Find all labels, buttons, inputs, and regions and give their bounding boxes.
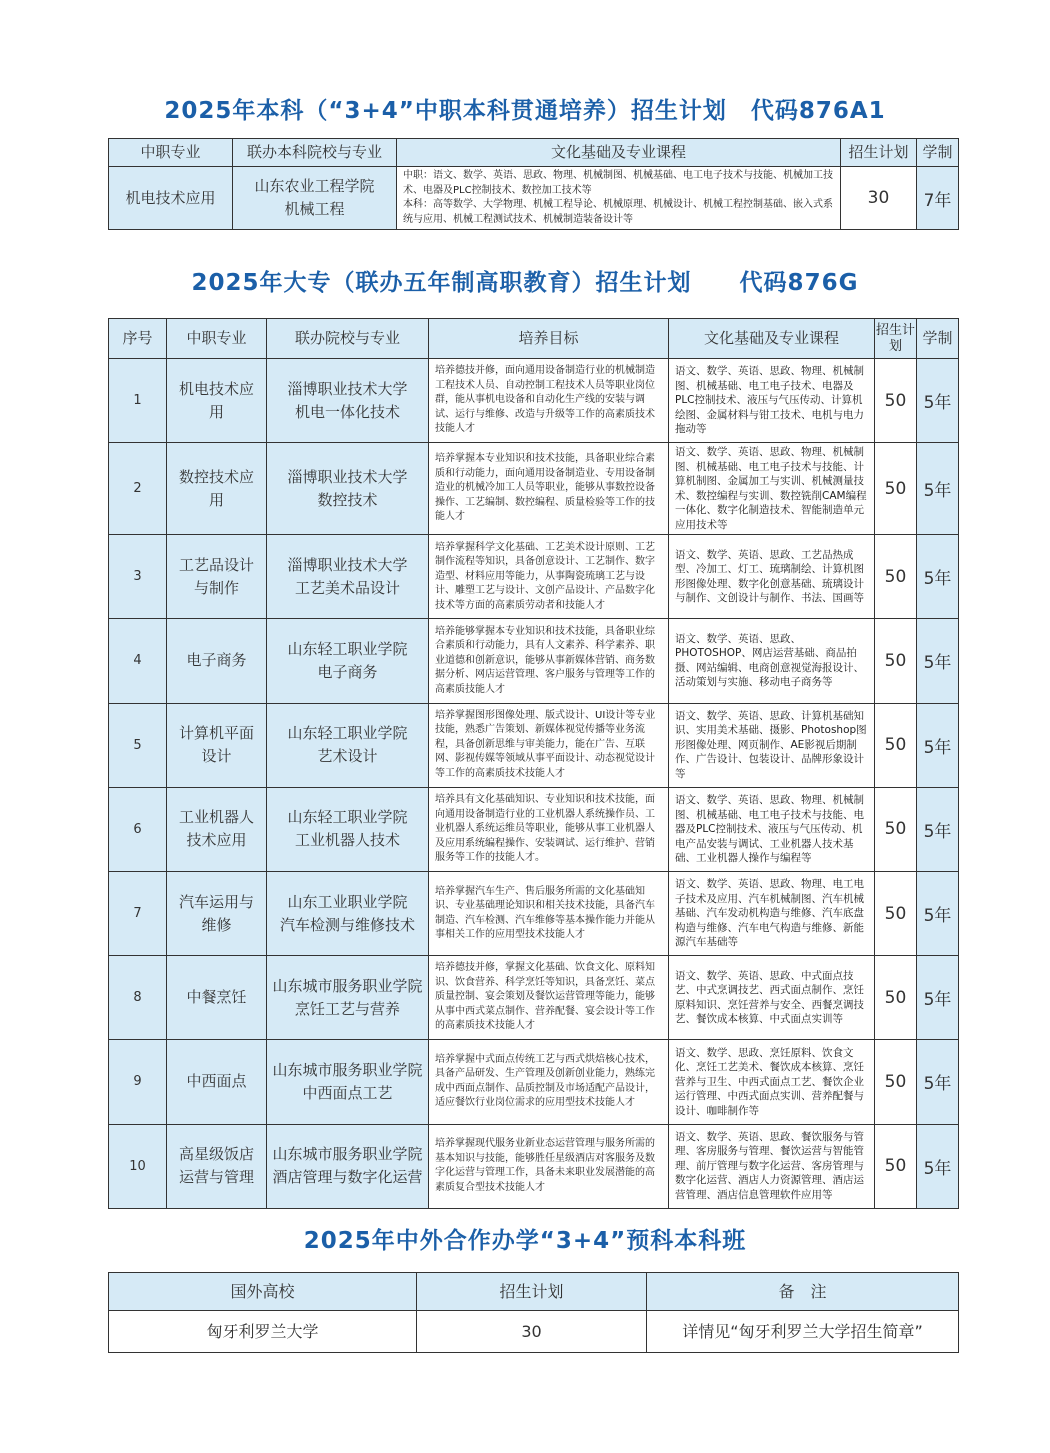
row-courses: 语文、数学、英语、思政、餐饮服务与管理、客房服务与管理、餐饮运营与智能管理、前厅管理与数字化运营、客房管理与数字化运营、酒店人力资源管理、酒店运营管理、酒店信息管理软件应用等 xyxy=(669,1124,875,1208)
row-plan: 50 xyxy=(875,956,917,1040)
college-row xyxy=(109,535,959,619)
row-school xyxy=(267,1124,429,1208)
row-goal: 培养具有文化基础知识、专业知识和技术技能，面向通用设备制造行业的工业机器人系统操作员、工业机器人系统运维员等职业，能够从事工业机器人及应用系统编程操作、安装调试、运行维护、营销服务等工作的技能人才。 xyxy=(429,787,669,871)
undergrad-school-major: 机械工程 xyxy=(284,200,345,218)
row-school-major: 电子商务 xyxy=(317,662,378,681)
row-major: 工艺品设计与制作 xyxy=(167,535,267,619)
section3-title: 2025年中外合作办学“3+4”预科本科班 xyxy=(303,1228,747,1254)
row-goal: 培养掌握汽车生产、售后服务所需的文化基础知识、专业基础理论知识和相关技术技能，具备汽车制造、汽车检测、汽车维修等基本操作能力并能从事相关工作的应用型技术技能人才 xyxy=(429,871,669,955)
row-years: 5年 xyxy=(917,359,959,443)
college-row xyxy=(109,871,959,955)
row-school xyxy=(267,619,429,703)
section2-title: 2025年大专（联办五年制高职教育）招生计划 代码876G xyxy=(191,270,859,296)
row-no: 5 xyxy=(109,703,167,787)
row-years: 5年 xyxy=(917,443,959,535)
courses-zz: 中职：语文、数学、英语、思政、物理、机械制图、机械基础、电工电子技术与技能、机械加工技术、电器及PLC控制技术、数控加工技术等 xyxy=(403,170,833,196)
row-goal: 培养掌握图形图像处理、版式设计、UI设计等专业技能，熟悉广告策划、新媒体视觉传播等业务流程，具备创新思维与审美能力，能在广告、互联网、影视传媒等领域从事平面设计、动态视觉设计等工作的高素质技术技能人才 xyxy=(429,703,669,787)
row-goal: 培养掌握中式面点传统工艺与西式烘焙核心技术，具备产品研发、生产管理及创新创业能力，熟练完成中西面点制作、品质控制及市场适配产品设计，适应餐饮行业岗位需求的应用型技术技能人才 xyxy=(429,1040,669,1124)
row-plan: 50 xyxy=(875,703,917,787)
row-no: 6 xyxy=(109,787,167,871)
college-table xyxy=(108,318,959,1209)
coop-note: 详情见“匈牙利罗兰大学招生简章” xyxy=(647,1311,959,1353)
row-major: 电子商务 xyxy=(167,619,267,703)
row-school xyxy=(267,871,429,955)
row-plan: 50 xyxy=(875,871,917,955)
row-no: 3 xyxy=(109,535,167,619)
row-plan: 50 xyxy=(875,359,917,443)
header-plan: 招生计划 xyxy=(417,1273,647,1311)
row-years: 5年 xyxy=(917,956,959,1040)
row-goal: 培养掌握本专业知识和技术技能，具备职业综合素质和行动能力，面向通用设备制造业、专用设备制造业的机械冷加工人员等职业，能够从事数控设备操作、工艺编制、数控编程、质量检验等工作的技能人才 xyxy=(429,443,669,535)
row-plan: 50 xyxy=(875,1124,917,1208)
row-school xyxy=(267,443,429,535)
college-row xyxy=(109,619,959,703)
row-school-major: 数控技术 xyxy=(317,490,378,509)
header-years: 学制 xyxy=(917,319,959,359)
header-major: 中职专业 xyxy=(109,139,233,167)
header-major: 中职专业 xyxy=(167,319,267,359)
row-plan: 50 xyxy=(875,1040,917,1124)
row-major: 数控技术应用 xyxy=(167,443,267,535)
row-school-name: 山东工业职业学院 xyxy=(287,892,408,911)
row-school-name: 淄博职业技术大学 xyxy=(287,555,408,574)
row-courses: 语文、数学、英语、思政、物理、机械制图、机械基础、电工电子技术与技能、电器及PLC控制技术、液压与气压传动、机电产品安装与调试、工业机器人技术基础、工业机器人操作与编程等 xyxy=(669,787,875,871)
college-header-row xyxy=(109,319,959,359)
undergrad-row xyxy=(109,167,959,230)
row-plan: 50 xyxy=(875,787,917,871)
row-school-name: 山东轻工职业学院 xyxy=(287,808,408,827)
row-major: 中西面点 xyxy=(167,1040,267,1124)
coop-header-row xyxy=(109,1273,959,1311)
row-goal: 培养德技并修，面向通用设备制造行业的机械制造工程技术人员、自动控制工程技术人员等职业岗位群，能从事机电设备和自动化生产线的安装与调试、运行与维修、改造与升级等工作的高素质技术技能人才 xyxy=(429,359,669,443)
row-school xyxy=(267,535,429,619)
row-no: 8 xyxy=(109,956,167,1040)
header-years: 学制 xyxy=(917,139,959,167)
college-row xyxy=(109,443,959,535)
row-years: 5年 xyxy=(917,703,959,787)
row-no: 10 xyxy=(109,1124,167,1208)
header-courses: 文化基础及专业课程 xyxy=(397,139,841,167)
row-plan: 50 xyxy=(875,535,917,619)
row-school-name: 山东城市服务职业学院 xyxy=(272,1060,423,1079)
section1-title: 2025年本科（“3+4”中职本科贯通培养）招生计划 代码876A1 xyxy=(164,98,886,124)
row-school-name: 山东城市服务职业学院 xyxy=(272,976,423,995)
row-school-major: 机电一体化技术 xyxy=(294,402,400,421)
coop-table xyxy=(108,1272,959,1353)
row-plan: 50 xyxy=(875,443,917,535)
row-major: 中餐烹饪 xyxy=(167,956,267,1040)
row-school-name: 淄博职业技术大学 xyxy=(287,379,408,398)
row-years: 5年 xyxy=(917,1124,959,1208)
undergrad-courses xyxy=(397,167,841,230)
row-school xyxy=(267,956,429,1040)
row-major: 工业机器人技术应用 xyxy=(167,787,267,871)
row-courses: 语文、数学、英语、思政、计算机基础知识、实用美术基础、摄影、Photoshop图形图像处理、网页制作、AE影视后期制作、广告设计、包装设计、品牌形象设计等 xyxy=(669,703,875,787)
row-years: 5年 xyxy=(917,619,959,703)
header-school: 联办院校与专业 xyxy=(267,319,429,359)
row-major: 高星级饭店运营与管理 xyxy=(167,1124,267,1208)
row-school-major: 酒店管理与数字化运营 xyxy=(272,1168,423,1187)
college-row xyxy=(109,1040,959,1124)
row-school xyxy=(267,787,429,871)
header-school: 联办本科院校与专业 xyxy=(233,139,397,167)
header-foreign-school: 国外高校 xyxy=(109,1273,417,1311)
row-courses: 语文、数学、英语、思政、工艺品热成型、冷加工、灯工、琉璃制绘、计算机图形图像处理、数字化创意基础、琉璃设计与制作、文创设计与制作、书法、国画等 xyxy=(669,535,875,619)
row-goal: 培养掌握现代服务业新业态运营管理与服务所需的基本知识与技能，能够胜任星级酒店对客服务及数字化运营与管理工作，具备未来职业发展潜能的高素质复合型技术技能人才 xyxy=(429,1124,669,1208)
row-years: 5年 xyxy=(917,535,959,619)
college-row xyxy=(109,787,959,871)
college-row xyxy=(109,956,959,1040)
header-courses: 文化基础及专业课程 xyxy=(669,319,875,359)
row-school-major: 工业机器人技术 xyxy=(294,831,400,850)
row-school-major: 汽车检测与维修技术 xyxy=(279,915,415,934)
row-courses: 语文、数学、英语、思政、PHOTOSHOP、网店运营基础、商品拍摄、网站编辑、电商创意视觉海报设计、活动策划与实施、移动电子商务等 xyxy=(669,619,875,703)
header-note: 备 注 xyxy=(647,1273,959,1311)
row-school-name: 山东轻工职业学院 xyxy=(287,724,408,743)
row-courses: 语文、数学、英语、思政、物理、机械制图、机械基础、电工电子技术、电器及PLC控制技术、液压与气压传动、计算机绘图、金属材料与钳工技术、电机与电力拖动等 xyxy=(669,359,875,443)
coop-plan: 30 xyxy=(417,1311,647,1353)
row-years: 5年 xyxy=(917,1040,959,1124)
row-major: 汽车运用与维修 xyxy=(167,871,267,955)
row-no: 9 xyxy=(109,1040,167,1124)
row-courses: 语文、数学、英语、思政、中式面点技艺、中式烹调技艺、西式面点制作、烹饪原料知识、烹饪营养与安全、西餐烹调技艺、餐饮成本核算、中式面点实训等 xyxy=(669,956,875,1040)
undergrad-school xyxy=(233,167,397,230)
row-major: 机电技术应用 xyxy=(167,359,267,443)
coop-school: 匈牙利罗兰大学 xyxy=(109,1311,417,1353)
coop-row xyxy=(109,1311,959,1353)
row-courses: 语文、数学、思政、烹饪原料、饮食文化、烹饪工艺美术、餐饮成本核算、烹饪营养与卫生、中西式面点工艺、餐饮企业运行管理、中西式面点实训、营养配餐与设计、咖啡制作等 xyxy=(669,1040,875,1124)
header-goal: 培养目标 xyxy=(429,319,669,359)
row-school-major: 艺术设计 xyxy=(317,747,378,766)
courses-bk: 本科：高等数学、大学物理、机械工程导论、机械原理、机械设计、机械工程控制基础、嵌入式系统与应用、机械工程测试技术、机械制造装备设计等 xyxy=(403,199,833,225)
row-school xyxy=(267,1040,429,1124)
college-row xyxy=(109,1124,959,1208)
college-row xyxy=(109,703,959,787)
row-courses: 语文、数学、英语、思政、物理、机械制图、机械基础、电工电子技术与技能、计算机制图、金属加工与实训、机械测量技术、数控编程与实训、数控铣削CAM编程一体化、数字化制造技术、智能制造单元应用技术等 xyxy=(669,443,875,535)
undergrad-major: 机电技术应用 xyxy=(109,167,233,230)
row-goal: 培养德技并修，掌握文化基础、饮食文化、原料知识、饮食营养、科学烹饪等知识，具备烹饪、菜点质量控制、宴会策划及餐饮运营管理等能力，能够从事中西式菜点制作、营养配餐、宴会设计等工作的高素质技术技能人才 xyxy=(429,956,669,1040)
college-row xyxy=(109,359,959,443)
row-school-major: 烹饪工艺与营养 xyxy=(294,999,400,1018)
row-years: 5年 xyxy=(917,787,959,871)
header-plan: 招生计划 xyxy=(841,139,917,167)
row-school xyxy=(267,359,429,443)
row-no: 7 xyxy=(109,871,167,955)
row-no: 2 xyxy=(109,443,167,535)
header-no: 序号 xyxy=(109,319,167,359)
row-school-name: 山东城市服务职业学院 xyxy=(272,1145,423,1164)
undergrad-school-name: 山东农业工程学院 xyxy=(254,177,375,195)
row-goal: 培养掌握科学文化基础、工艺美术设计原则、工艺制作流程等知识，具备创意设计、工艺制作、数字造型、材料应用等能力，从事陶瓷琉璃工艺与设计、雕塑工艺与设计、文创产品设计、产品数字化技术等方面的高素质劳动者和技能人才 xyxy=(429,535,669,619)
header-plan: 招生计划 xyxy=(875,319,917,359)
row-no: 1 xyxy=(109,359,167,443)
row-goal: 培养能够掌握本专业知识和技术技能，具备职业综合素质和行动能力，具有人文素养、科学素养、职业道德和创新意识，能够从事新媒体营销、商务数据分析、网店运营管理、客户服务与管理等工作的高素质技能人才 xyxy=(429,619,669,703)
row-courses: 语文、数学、英语、思政、物理、电工电子技术及应用、汽车机械制图、汽车机械基础、汽车发动机构造与维修、汽车底盘构造与维修、汽车电气构造与维修、新能源汽车基础等 xyxy=(669,871,875,955)
undergrad-header-row xyxy=(109,139,959,167)
row-school-major: 工艺美术品设计 xyxy=(294,578,400,597)
row-school-name: 淄博职业技术大学 xyxy=(287,467,408,486)
undergrad-table xyxy=(108,138,959,230)
row-no: 4 xyxy=(109,619,167,703)
undergrad-years: 7年 xyxy=(917,167,959,230)
row-plan: 50 xyxy=(875,619,917,703)
row-school xyxy=(267,703,429,787)
row-years: 5年 xyxy=(917,871,959,955)
row-school-major: 中西面点工艺 xyxy=(302,1083,393,1102)
row-major: 计算机平面设计 xyxy=(167,703,267,787)
undergrad-plan: 30 xyxy=(841,167,917,230)
row-school-name: 山东轻工职业学院 xyxy=(287,639,408,658)
